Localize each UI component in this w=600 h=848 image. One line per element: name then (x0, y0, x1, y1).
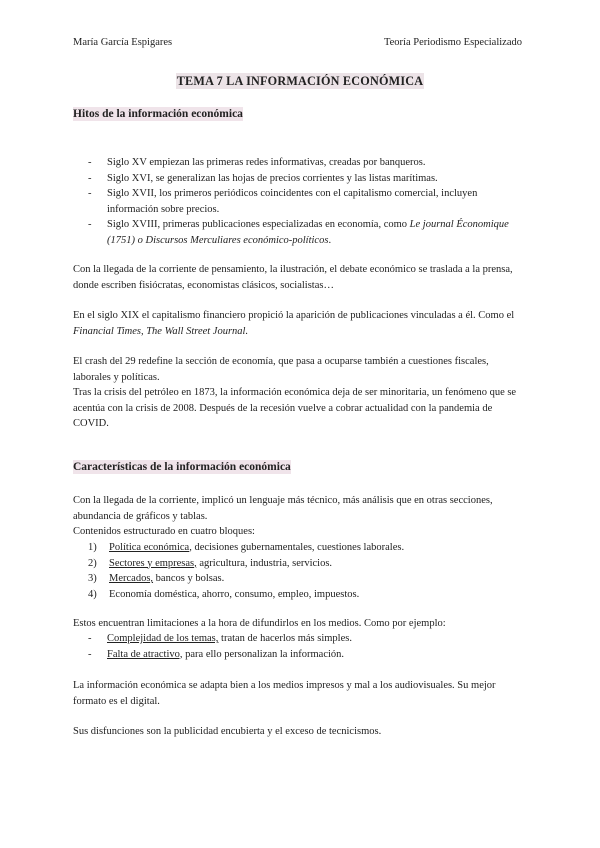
list-item-end: . (328, 234, 332, 246)
list-item-text: agricultura, industria, servicios. (196, 557, 333, 569)
list-item (88, 587, 528, 603)
list-item-text: Siglo XVIII, primeras publicaciones especializadas en economía, como (107, 219, 410, 230)
section-heading-caracteristicas (73, 461, 291, 473)
list-item-underlined: Falta de atractivo, (107, 648, 183, 660)
paragraph-medios: La información económica se adapta bien a los medios impresos y mal a los audiovisuales. Su mejor formato es el digital. (73, 680, 496, 707)
list-item (88, 556, 528, 572)
list-item-underlined: Complejidad de los temas, (107, 633, 219, 644)
bullet-mark: - (88, 219, 92, 230)
header-course: Teoría Periodismo Especializado (383, 37, 522, 48)
section-heading-text: Hitos de la información económica (73, 108, 243, 120)
list-item (88, 571, 528, 587)
bullet-mark: - (88, 648, 92, 660)
list-item-text: , decisiones gubernamentales, cuestiones laborales. (189, 542, 405, 553)
list-number: 1) (88, 542, 97, 553)
section-heading-hitos (73, 108, 243, 120)
list-number: 4) (88, 588, 97, 600)
section-heading-text: Características de la información económica (73, 461, 291, 473)
list-item-text: Siglo XV empiezan las primeras redes informativas, creadas por banqueros. (107, 157, 426, 168)
list-item (88, 155, 528, 171)
list-item-underlined: Política económica (109, 542, 190, 553)
paragraph-contenidos: Contenidos estructurado en cuatro bloques: (73, 526, 255, 537)
list-item-text: Economía doméstica, ahorro, consumo, empleo, impuestos. (109, 588, 360, 600)
list-item (88, 631, 528, 647)
hitos-list (88, 155, 528, 248)
list-item-text: para ello personalizan la información. (182, 648, 345, 660)
bullet-mark: - (88, 172, 92, 184)
paragraph-siglo-xix (73, 308, 528, 339)
paragraph-petroleo: Tras la crisis del petróleo en 1873, la información económica deja de ser minoritaria, un fenómeno que se acentúa con la crisis de 2008. Después de la recesión vuelve a cobrar actualidad con la pandemia de COVID. (73, 387, 517, 429)
list-item-text: tratan de hacerlos más simples. (218, 633, 352, 644)
list-item (88, 540, 528, 556)
paragraph-crash: El crash del 29 redefine la sección de economía, que pasa a ocuparse también a cuestiones fiscales, laborales y políticas. (73, 356, 489, 383)
paragraph-text: En el siglo XIX el capitalismo financiero propició la aparición de publicaciones vinculadas a él. Como el (73, 310, 515, 321)
list-item (88, 217, 528, 248)
paragraph-limitaciones: Estos encuentran limitaciones a la hora de difundirlos en los medios. Como por ejemplo: (73, 618, 446, 629)
limits-list (88, 631, 528, 662)
paragraph-lenguaje: Con la llegada de la corriente, implicó un lenguaje más técnico, más análisis que en otras secciones, abundancia de gráficos y tablas. (73, 495, 493, 522)
header-author: María García Espigares (73, 37, 173, 48)
list-item-italic: Le journal Économique (1751) o Discursos Merculiares económico-políticos (107, 219, 509, 246)
paragraph-italic: Financial Times, The Wall Street Journal. (73, 325, 249, 337)
list-number: 3) (88, 573, 97, 584)
bullet-mark: - (88, 188, 92, 199)
list-item-text: Siglo XVI, se generalizan las hojas de precios corrientes y las listas marítimas. (107, 172, 438, 184)
bullet-mark: - (88, 633, 92, 644)
list-item (88, 647, 528, 663)
list-number: 2) (88, 557, 97, 569)
paragraph-ilustracion: Con la llegada de la corriente de pensamiento, la ilustración, el debate económico se traslada a la prensa, donde escriben fisiócratas, economistas clásicos, socialistas… (73, 264, 513, 291)
blocks-list (88, 540, 528, 602)
list-item-text: Siglo XVII, los primeros periódicos coincidentes con el capitalismo comercial, incluyen información sobre precios. (107, 188, 478, 215)
list-item-text: bancos y bolsas. (153, 573, 225, 584)
list-item-underlined: Mercados, (109, 573, 154, 584)
paragraph-disfunciones: Sus disfunciones son la publicidad encubierta y el exceso de tecnicismos. (73, 726, 382, 737)
list-item (88, 171, 528, 187)
list-item (88, 186, 528, 217)
page-title: TEMA 7 LA INFORMACIÓN ECONÓMICA (176, 74, 424, 88)
page-title-block (0, 72, 600, 90)
list-item-underlined: Sectores y empresas, (109, 557, 197, 569)
bullet-mark: - (88, 157, 92, 168)
